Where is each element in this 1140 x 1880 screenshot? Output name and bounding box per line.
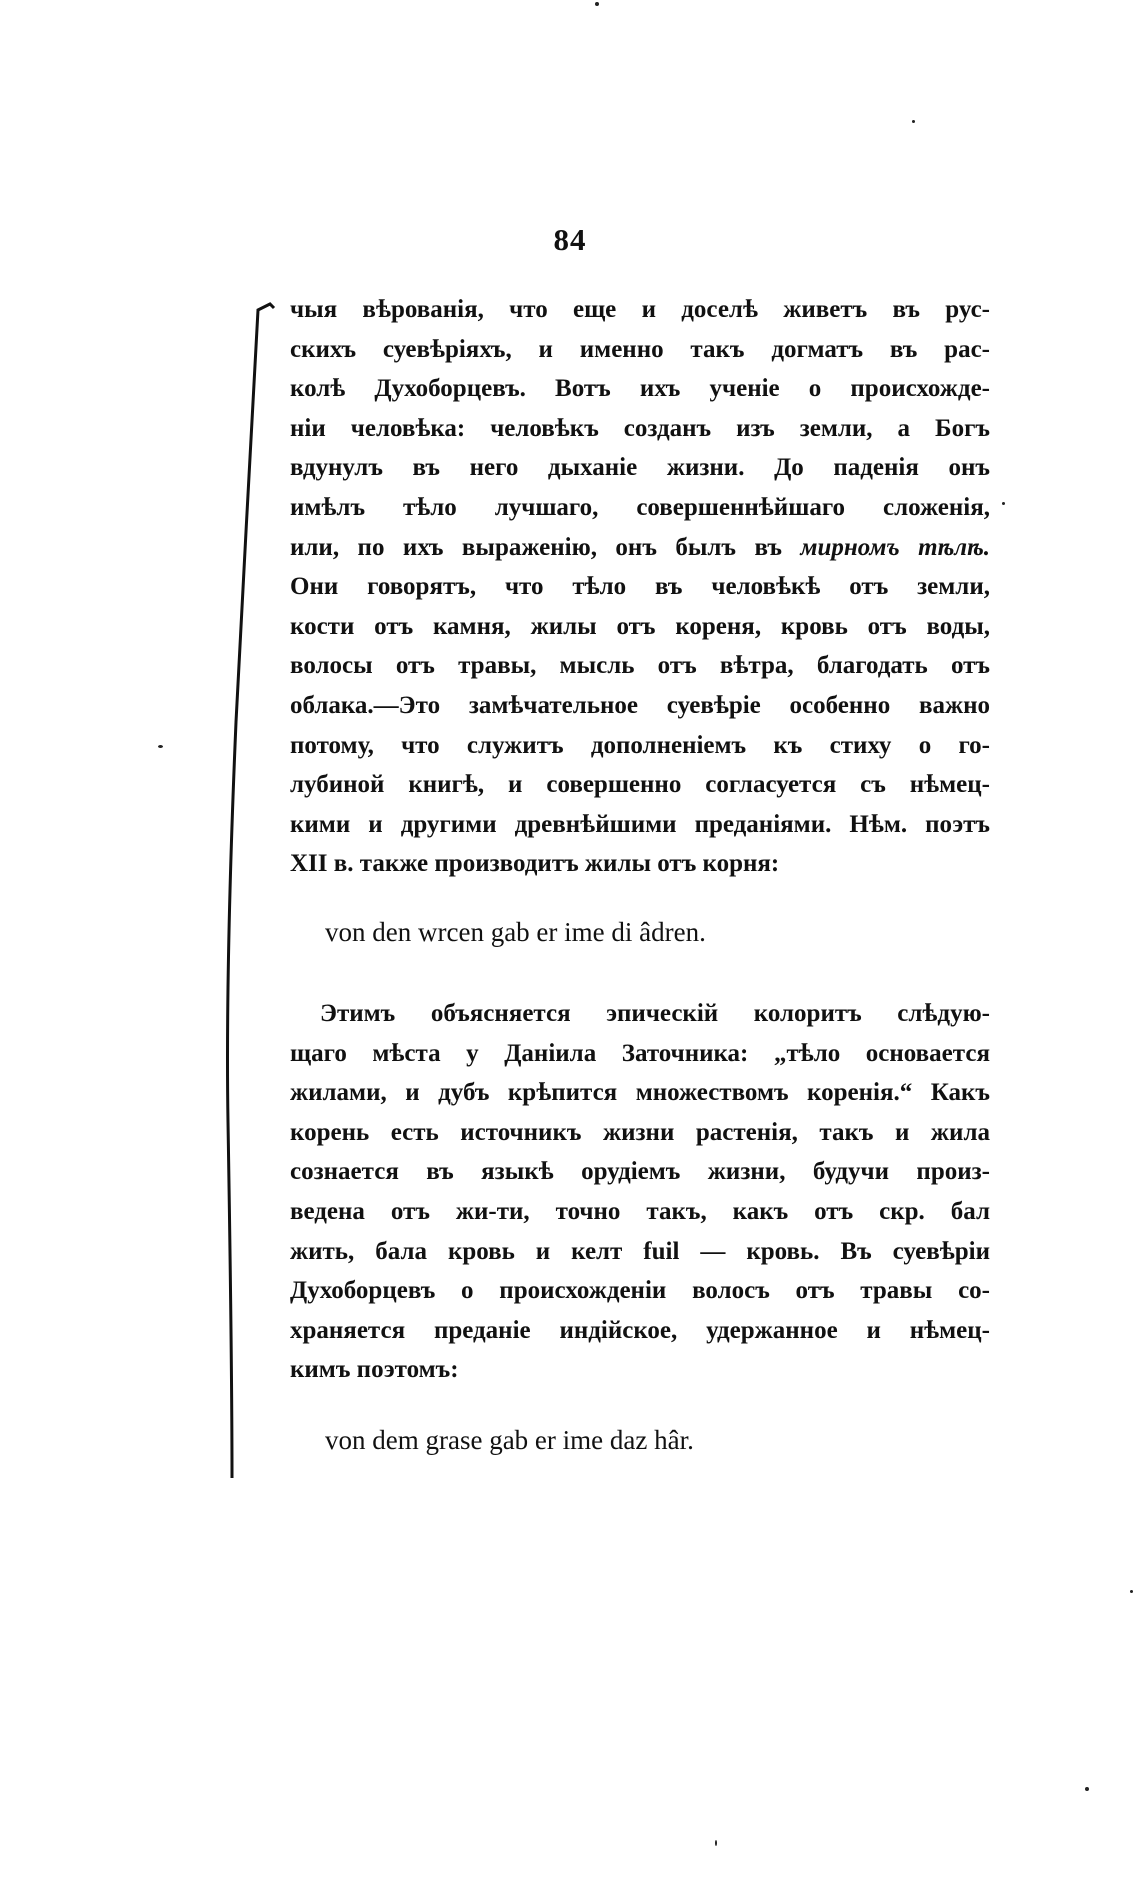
text-line: ніи человѣка: человѣкъ созданъ изъ земли, а Богъ xyxy=(290,414,990,442)
text-line: кими и другими древнѣйшими преданіями. Нѣм. поэтъ xyxy=(290,810,990,838)
text-line: жилами, и дубъ крѣпится множествомъ коренія.“ Какъ xyxy=(290,1079,990,1107)
text-line xyxy=(290,528,990,568)
scan-speck xyxy=(715,1840,717,1846)
scan-speck xyxy=(158,745,163,748)
text-line: Духоборцевъ о происхожденіи волосъ отъ травы со- xyxy=(290,1277,990,1305)
text-line: лубиной книгѣ, и совершенно согласуется съ нѣмец- xyxy=(290,771,990,799)
text-line: волосы отъ травы, мысль отъ вѣтра, благодать отъ xyxy=(290,652,990,680)
text-line: облака.—Это замѣчательное суевѣріе особенно важно xyxy=(290,691,990,719)
text-line: чыя вѣрованія, что еще и доселѣ живетъ въ рус- xyxy=(290,296,990,323)
text-line: кимъ поэтомъ: xyxy=(290,1356,459,1384)
scan-speck xyxy=(1130,1590,1133,1593)
text-line: колѣ Духоборцевъ. Вотъ ихъ ученіе о происхожде- xyxy=(290,375,990,403)
italic-phrase: мирномъ тѣлѣ. xyxy=(800,533,990,561)
text-line: Этимъ объясняется эпическій колоритъ слѣдую- xyxy=(320,1000,990,1027)
text-line: щаго мѣста у Даніила Заточника: „тѣло основается xyxy=(290,1039,990,1067)
text-line: кости отъ камня, жилы отъ кореня, кровь отъ воды, xyxy=(290,612,990,640)
text-line: XII в. также производитъ жилы отъ корня: xyxy=(290,850,780,878)
scan-speck xyxy=(912,120,915,123)
margin-bracket-line xyxy=(212,302,282,1482)
quotation-line: von dem grase gab er ime daz hâr. xyxy=(325,1425,694,1455)
text-line: корень есть источникъ жизни растенія, такъ и жила xyxy=(290,1118,990,1146)
page-number: 84 xyxy=(553,222,587,257)
text-line: сознается въ языкѣ орудіемъ жизни, будучи произ- xyxy=(290,1158,990,1186)
text-line: потому, что служитъ дополненіемъ къ стиху о го- xyxy=(290,731,990,759)
text-segment: или, по ихъ выраженію, онъ былъ въ xyxy=(290,533,801,561)
text-line: храняется преданіе индійское, удержанное и нѣмец- xyxy=(290,1316,990,1344)
scan-speck xyxy=(1085,1787,1089,1791)
text-line: Они говорятъ, что тѣло въ человѣкѣ отъ земли, xyxy=(290,573,990,601)
paragraph-1 xyxy=(290,290,990,884)
paragraph-2 xyxy=(290,994,990,1390)
scan-speck xyxy=(595,2,599,6)
scan-speck xyxy=(1002,502,1005,505)
text-line: имѣлъ тѣло лучшаго, совершеннѣйшаго сложенія, xyxy=(290,493,990,521)
text-line: жить, бала кровь и келт fuil — кровь. Въ суевѣріи xyxy=(290,1237,990,1265)
quotation-line: von den wrcen gab er ime di âdren. xyxy=(325,917,706,947)
text-line: ведена отъ жи-ти, точно такъ, какъ отъ скр. бал xyxy=(290,1197,990,1225)
text-line: скихъ суевѣріяхъ, и именно такъ догматъ въ рас- xyxy=(290,335,990,363)
text-line: вдунулъ въ него дыханіе жизни. До паденія онъ xyxy=(290,454,990,482)
